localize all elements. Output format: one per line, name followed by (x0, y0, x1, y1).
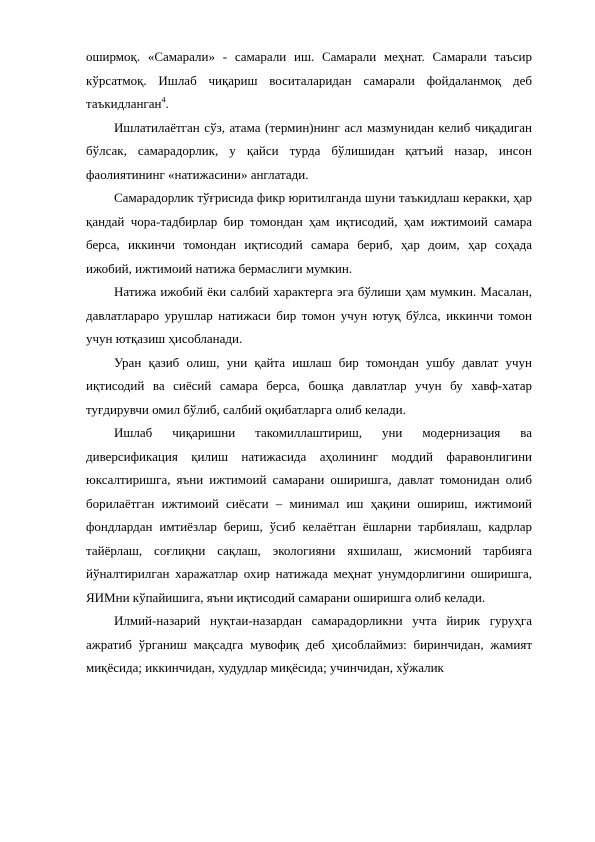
footnote-marker[interactable]: 4 (161, 95, 166, 105)
paragraph-6: Ишлаб чиқаришни такомиллаштириш, уни модернизация ва диверсификация қилиш натижасида аҳолининг моддий фаравонлигини юксалтиришга, яъни ижтимоий самарани оширишга, давлат томонидан олиб борилаётган ижтимоий сиёсати – минимал иш ҳақини ошириш, ижтимоий фондлардан имтиёзлар бериш, ўсиб келаётган ёшларни тарбиялаш, кадрлар тайёрлаш, соғлиқни сақлаш, экологияни яхшилаш, жисмоний тарбияга йўналтирилган харажатлар охир натижада меҳнат унумдорлигини оширишга, ЯИМни кўпайишига, яъни иқтисодий самарани оширишга олиб келади. (86, 425, 532, 605)
paragraph-3: Самарадорлик тўғрисида фикр юритилганда шуни таъкидлаш керакки, ҳар қандай чора-тадбирлар бир томондан ҳам иқтисодий, ҳам ижтимоий самара берса, иккинчи томондан иқтисодий самара бериб, ҳар доим, ҳар соҳада ижобий, ижтимоий натижа бермаслиги мумкин. (86, 190, 532, 276)
paragraph-1-end: . (165, 96, 169, 111)
paragraph-5: Уран қазиб олиш, уни қайта ишлаш бир томондан ушбу давлат учун иқтисодий ва сиёсий самара берса, бошқа давлатлар учун бу хавф-хатар туғдирувчи омил бўлиб, салбий оқибатларга олиб келади. (86, 354, 532, 417)
paragraph-4: Натижа ижобий ёки салбий характерга эга бўлиши ҳам мумкин. Масалан, давлатлараро урушлар натижаси бир томон учун ютуқ бўлса, иккинчи томон учун ютқазиш ҳисобланади. (86, 284, 532, 346)
document-page (86, 45, 532, 680)
paragraph-1 (86, 45, 532, 116)
paragraph-2: Ишлатилаётган сўз, атама (термин)нинг асл мазмунидан келиб чиқадиган бўлсак, самарадорлик, у қайси турда бўлишидан қатъий назар, инсон фаолиятининг «натижасини» англатади. (86, 119, 532, 182)
paragraph-7: Илмий-назарий нуқтаи-назардан самарадорликни учта йирик гуруҳга ажратиб ўрганиш мақсадга мувофиқ деб ҳисоблаймиз: биринчидан, жамият миқёсида; иккинчидан, худудлар миқёсида; учинчидан, хўжалик (86, 613, 532, 675)
paragraph-1-text: оширмоқ. «Самарали» - самарали иш. Самарали меҳнат. Самарали таъсир кўрсатмоқ. Ишлаб чиқариш воситаларидан самарали фойдаланмоқ деб таъкидланган (86, 49, 532, 111)
